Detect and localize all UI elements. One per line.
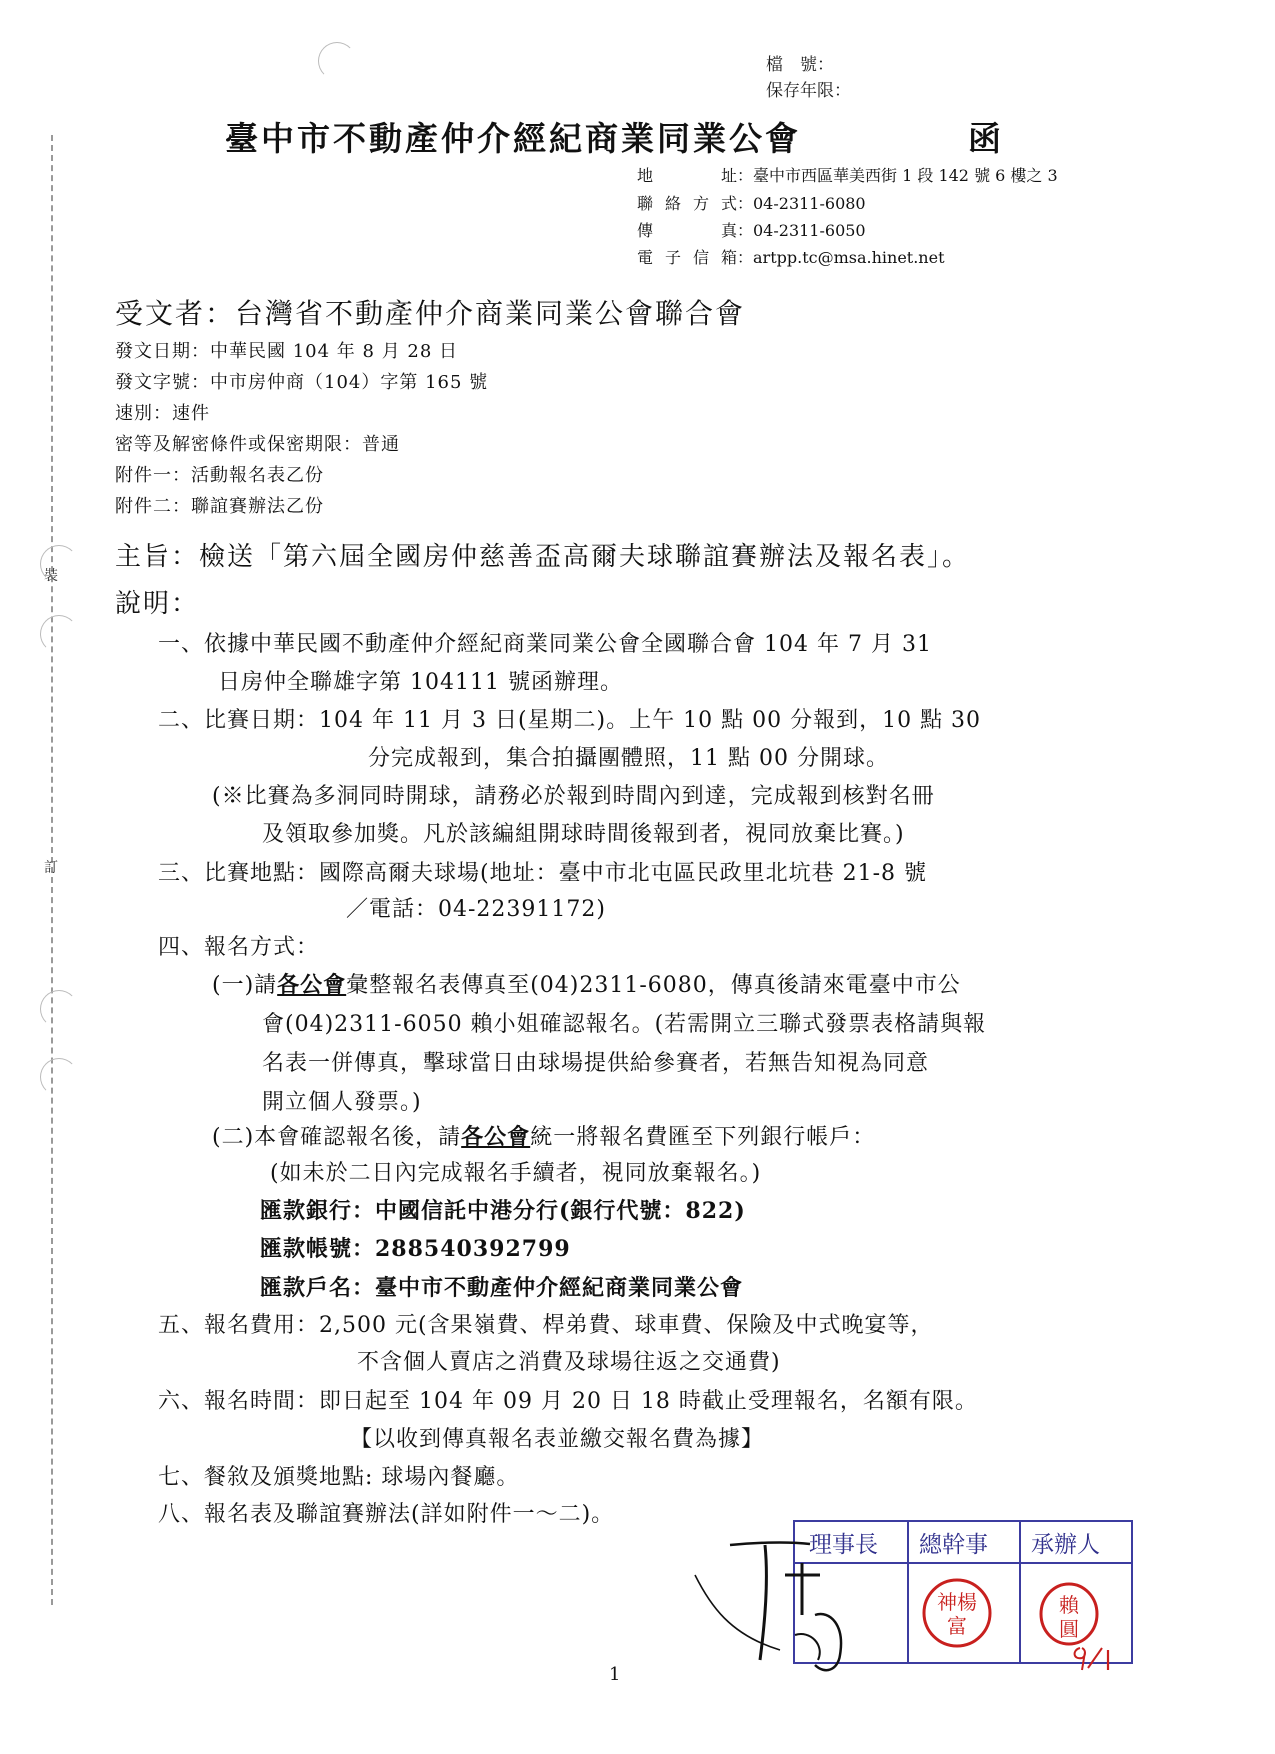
item-4-2-line-2: (如未於二日內完成報名手續者，視同放棄報名。) <box>270 1161 762 1186</box>
attachment-1: 附件一：活動報名表乙份 <box>115 465 324 486</box>
item-1-line-1: 一、依據中華民國不動產仲介經紀商業同業公會全國聯合會 104 年 7 月 31 <box>158 632 932 657</box>
contact-fax: 傳 真：04-2311-6050 <box>637 221 866 240</box>
item-7: 七、餐敘及頒獎地點: 球場內餐廳。 <box>158 1465 520 1490</box>
item-4-1-line-2: 會(04)2311-6050 賴小姐確認報名。(若需開立三聯式發票表格請與報 <box>262 1012 987 1037</box>
retention-label: 保存年限： <box>766 81 851 101</box>
item-2-line-2: 分完成報到，集合拍攝團體照，11 點 00 分開球。 <box>368 746 889 771</box>
contact-email: 電子信箱：artpp.tc@msa.hinet.net <box>637 248 945 267</box>
svg-text:神楊: 神楊 <box>937 1590 977 1614</box>
issue-date: 發文日期：中華民國 104 年 8 月 28 日 <box>115 341 459 362</box>
item-3-line-1: 三、比賽地點：國際高爾夫球場(地址：臺中市北屯區民政里北坑巷 21-8 號 <box>158 861 927 886</box>
handler-label: 承辦人 <box>1031 1532 1100 1558</box>
chairman-signature <box>690 1535 890 1685</box>
emphasis-each-association: 各公會 <box>277 972 347 998</box>
recipient: 受文者：台灣省不動產仲介商業同業公會聯合會 <box>115 297 746 330</box>
binding-mark-bottom: 訂 <box>44 860 58 876</box>
item-5-line-2: 不含個人賣店之消費及球場往返之交通費) <box>357 1350 781 1375</box>
punch-hole-mark <box>40 615 78 653</box>
bank-holder: 匯款戶名：臺中市不動產仲介經紀商業同業公會 <box>260 1275 744 1301</box>
page-number: 1 <box>609 1664 621 1685</box>
emphasis-each-association: 各公會 <box>461 1124 531 1150</box>
binding-mark-top: 裝 <box>44 568 58 584</box>
handwritten-date <box>1070 1640 1130 1676</box>
item-6-line-1: 六、報名時間：即日起至 104 年 09 月 20 日 18 時截止受理報名，名額有限。 <box>158 1389 978 1414</box>
attachment-2: 附件二：聯誼賽辦法乙份 <box>115 496 324 517</box>
item-6-line-2: 【以收到傳真報名表並繳交報名費為據】 <box>350 1427 765 1452</box>
secretary-general-label: 總幹事 <box>919 1532 988 1558</box>
security-class: 密等及解密條件或保密期限：普通 <box>115 434 400 455</box>
punch-hole-mark <box>318 42 356 80</box>
svg-text:賴: 賴 <box>1059 1593 1079 1617</box>
file-number-label: 檔 號： <box>766 55 834 75</box>
doc-number: 發文字號：中市房仲商（104）字第 165 號 <box>115 372 489 393</box>
punch-hole-mark <box>40 1058 78 1096</box>
item-2-note-1: (※比賽為多洞同時開球，請務必於報到時間內到達，完成報到核對名冊 <box>212 784 935 809</box>
contact-phone: 聯絡方式：04-2311-6080 <box>637 194 866 213</box>
item-4-title: 四、報名方式： <box>158 935 320 960</box>
item-2-note-2: 及領取參加獎。凡於該編組開球時間後報到者，視同放棄比賽。) <box>262 822 905 847</box>
approval-divider <box>1019 1522 1021 1662</box>
subject: 主旨：檢送「第六屆全國房仲慈善盃高爾夫球聯誼賽辦法及報名表」。 <box>115 542 971 572</box>
explanation-label: 說明： <box>115 589 200 619</box>
secretary-general-seal <box>917 1573 997 1653</box>
approval-divider <box>907 1522 909 1662</box>
svg-text:圓: 圓 <box>1059 1617 1079 1641</box>
item-2-line-1: 二、比賽日期：104 年 11 月 3 日(星期二)。上午 10 點 00 分報到，10 點 30 <box>158 708 982 733</box>
item-8: 八、報名表及聯誼賽辦法(詳如附件一～二)。 <box>158 1502 615 1527</box>
item-3-line-2: ／電話：04-22391172) <box>346 897 606 922</box>
item-4-1-line-3: 名表一併傳真，擊球當日由球場提供給參賽者，若無告知視為同意 <box>262 1051 930 1076</box>
punch-hole-mark <box>40 990 78 1028</box>
doc-type: 函 <box>968 119 1001 158</box>
item-5-line-1: 五、報名費用：2,500 元(含果嶺費、桿弟費、球車費、保險及中式晚宴等， <box>158 1313 934 1338</box>
bank-account: 匯款帳號：288540392799 <box>260 1236 571 1262</box>
item-4-1-line-1: (一)請各公會彙整報名表傳真至(04)2311-6080，傳真後請來電臺中市公 <box>212 972 961 998</box>
svg-text:富: 富 <box>947 1614 967 1638</box>
item-4-2-line-1: (二)本會確認報名後，請各公會統一將報名費匯至下列銀行帳戶： <box>212 1124 876 1150</box>
org-title: 臺中市不動產仲介經紀商業同業公會 <box>225 119 801 158</box>
speed-class: 速別：速件 <box>115 403 210 424</box>
item-4-1-line-4: 開立個人發票。) <box>262 1090 422 1115</box>
contact-address: 地 址：臺中市西區華美西街 1 段 142 號 6 樓之 3 <box>637 166 1058 185</box>
item-1-line-2: 日房仲全聯雄字第 104111 號函辦理。 <box>218 670 623 695</box>
bank-name: 匯款銀行：中國信託中港分行(銀行代號：822) <box>260 1198 746 1224</box>
chairman-label: 理事長 <box>809 1532 878 1558</box>
